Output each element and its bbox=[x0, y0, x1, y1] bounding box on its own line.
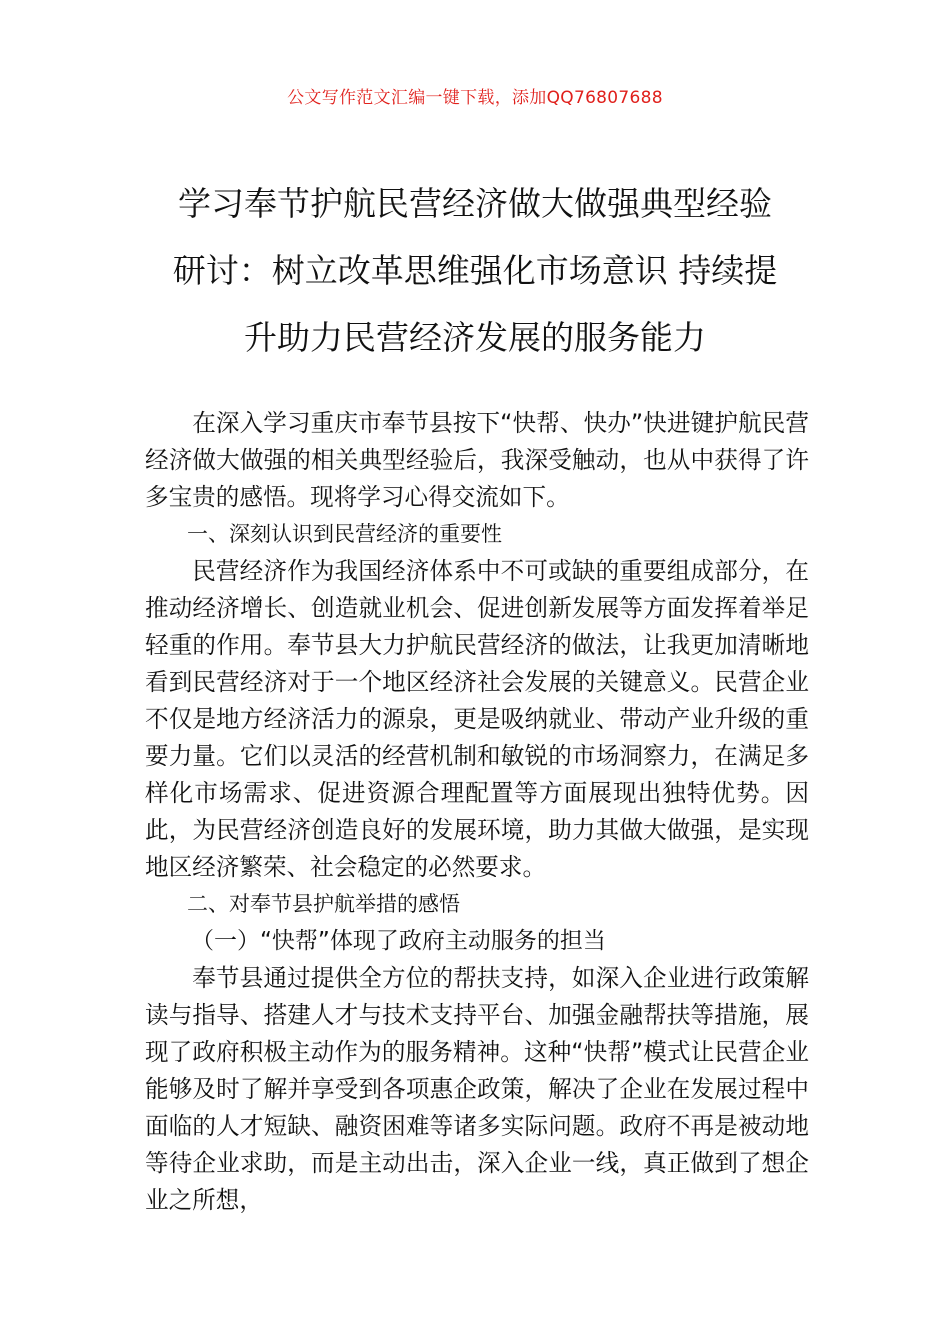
document-title bbox=[145, 170, 805, 371]
section-heading-2: 二、对奉节县护航举措的感悟 bbox=[187, 892, 460, 916]
section-1-paragraph: 民营经济作为我国经济体系中不可或缺的重要组成部分，在推动经济增长、创造就业机会、促进创新发展等方面发挥着举足轻重的作用。奉节县大力护航民营经济的做法，让我更加清晰地看到民营经济对于一个地区经济社会发展的关键意义。民营企业不仅是地方经济活力的源泉，更是吸纳就业、带动产业升级的重要力量。它们以灵活的经营机制和敏锐的市场洞察力，在满足多样化市场需求、促进资源合理配置等方面展现出独特优势。因此，为民营经济创造良好的发展环境，助力其做大做强，是实现地区经济繁荣、社会稳定的必然要求。 bbox=[145, 557, 809, 881]
section-heading-1: 一、深刻认识到民营经济的重要性 bbox=[187, 522, 502, 546]
title-line-1: 学习奉节护航民营经济做大做强典型经验 bbox=[178, 184, 772, 223]
subsection-heading-1: （一）“快帮”体现了政府主动服务的担当 bbox=[191, 928, 606, 954]
intro-paragraph: 在深入学习重庆市奉节县按下“快帮、快办”快进键护航民营经济做大做强的相关典型经验后，我深受触动，也从中获得了许多宝贵的感悟。现将学习心得交流如下。 bbox=[145, 409, 809, 511]
download-banner: 公文写作范文汇编一键下载，添加QQ76807688 bbox=[287, 88, 663, 108]
subsection-1-paragraph: 奉节县通过提供全方位的帮扶支持，如深入企业进行政策解读与指导、搭建人才与技术支持平台、加强金融帮扶等措施，展现了政府积极主动作为的服务精神。这种“快帮”模式让民营企业能够及时了解并享受到各项惠企政策，解决了企业在发展过程中面临的人才短缺、融资困难等诸多实际问题。政府不再是被动地等待企业求助，而是主动出击，深入企业一线，真正做到了想企业之所想， bbox=[145, 964, 809, 1214]
document-body bbox=[145, 405, 809, 1219]
title-line-3: 升助力民营经济发展的服务能力 bbox=[244, 318, 706, 357]
title-line-2: 研讨：树立改革思维强化市场意识 持续提 bbox=[172, 251, 778, 290]
